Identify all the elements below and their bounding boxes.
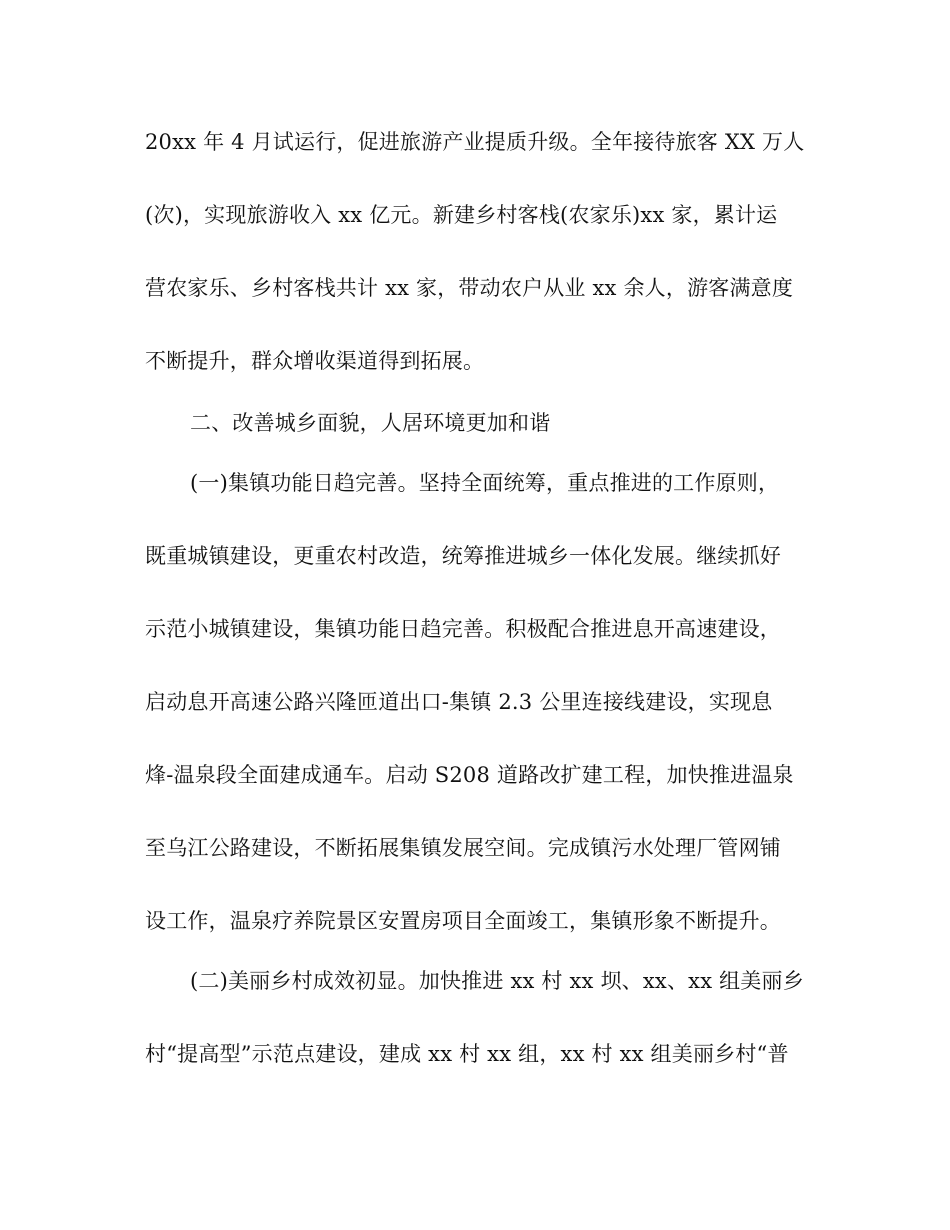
paragraph-line: 设工作，温泉疗养院景区安置房项目全面竣工，集镇形象不断提升。 <box>145 909 781 933</box>
paragraph-line: (次)，实现旅游收入 xx 亿元。新建乡村客栈(农家乐)xx 家，累计运 <box>145 203 778 227</box>
paragraph-line: 村“提高型”示范点建设，建成 xx 村 xx 组，xx 村 xx 组美丽乡村“普 <box>145 1042 789 1066</box>
paragraph-line: 至乌江公路建设，不断拓展集镇发展空间。完成镇污水处理厂管网铺 <box>145 836 781 860</box>
paragraph-line: (二)美丽乡村成效初显。加快推进 xx 村 xx 坝、xx、xx 组美丽乡 <box>190 969 804 993</box>
paragraph-line: 营农家乐、乡村客栈共计 xx 家，带动农户从业 xx 余人，游客满意度 <box>145 276 794 300</box>
paragraph-line: 20xx 年 4 月试运行，促进旅游产业提质升级。全年接待旅客 XX 万人 <box>145 130 805 154</box>
paragraph-line: 启动息开高速公路兴隆匝道出口-集镇 2.3 公里连接线建设，实现息 <box>145 690 773 714</box>
paragraph-line: 不断提升，群众增收渠道得到拓展。 <box>145 349 485 373</box>
section-heading: 二、改善城乡面貌，人居环境更加和谐 <box>190 411 551 435</box>
paragraph-line: 烽-温泉段全面建成通车。启动 S208 道路改扩建工程，加快推进温泉 <box>145 763 794 787</box>
paragraph-line: 既重城镇建设，更重农村改造，统筹推进城乡一体化发展。继续抓好 <box>145 544 781 568</box>
paragraph-line: (一)集镇功能日趋完善。坚持全面统筹，重点推进的工作原则， <box>190 471 780 495</box>
paragraph-line: 示范小城镇建设，集镇功能日趋完善。积极配合推进息开高速建设， <box>145 617 781 641</box>
